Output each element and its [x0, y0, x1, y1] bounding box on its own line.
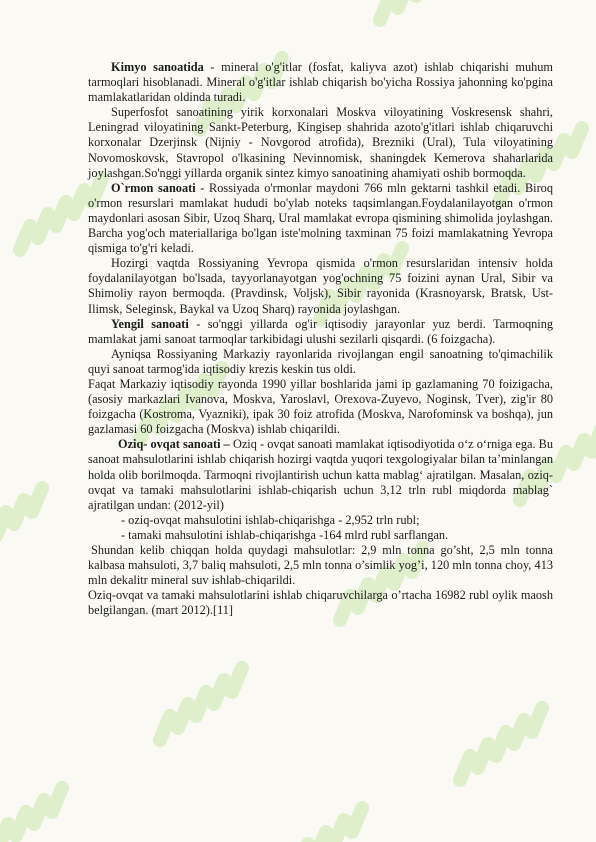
heading-forest: O`rmon sanoati [111, 180, 196, 195]
watermark-stroke [0, 824, 8, 842]
watermark-stroke [20, 226, 30, 250]
paragraph-text: - mineral o'g'itlar (fosfat, kaliyva azot) ishlab chiqarishi muhum tarmoqlari hisoblanadi. Mineral o'g'itlar ishlab chiqarish bo'yicha Rossiya jahonning ko'pgina mamlakatlaridan oldinda turadi. [88, 60, 553, 105]
paragraph-text: Oziq - ovqat sanoati mamlakat iqtisodiyotida o‘z o‘rniga ega. Bu sanoat mahsulotlarini ishlab chiqarish hozirgi vaqtda yuqori texgologiyalar bilan ta’minlangan holda olib borilmoqda. Tarmoqni rivojlantirish uchun katta mablag‘ ajratilgan. Masalan, oziq-ovqat va tamaki mahsulotlarini ishlab-chiqarish uchun 3,12 trln rubl miqdorda mablag` ajratilgan undan: (2012-yil) [88, 437, 553, 512]
paragraph-text: - oziq-ovqat mahsulotini ishlab-chiqarishga - 2,952 trln rubl; [121, 512, 420, 527]
document-page [88, 60, 553, 618]
paragraph-text: Ayniqsa Rossiyaning Markaziy rayonlarida rivojlangan engil sanoatning to'qimachilik quyi sanoat tarmog'ida iqtisodiy krezis keskin tus oldi. [88, 346, 553, 376]
list-item [88, 513, 553, 528]
paragraph-chemical-industry [88, 60, 553, 105]
watermark-stroke [316, 832, 326, 842]
watermark-stroke [554, 140, 564, 164]
watermark-stroke [32, 488, 42, 512]
paragraph-text: Shundan kelib chiqqan holda quydagi mahsulotlar: 2,9 mln tonna go’sht, 2,5 mln tonna kalbasa mahsuloti, 3,7 baliq mahsuloti, 2,5 mln tonna o’simlik yog’i, 120 mln tonna choy, 413 mln dekalitr mineral suv ishlab-chiqarildi. [88, 543, 553, 588]
paragraph-text: Oziq-ovqat va tamaki mahsulotlarini ishlab chiqaruvchilarga o’rtacha 16982 rubl oylik maosh belgilangan. (mart 2012).[11] [88, 588, 553, 618]
paragraph-light-industry [88, 317, 553, 347]
watermark-stroke [514, 720, 524, 744]
watermark-stroke [52, 788, 62, 812]
heading-food: Oziq- ovqat sanoati – [118, 437, 230, 452]
paragraph-central-region [88, 377, 553, 437]
watermark-stroke [56, 202, 66, 226]
watermark-stroke [352, 808, 362, 832]
watermark-stroke [532, 708, 542, 732]
watermark-stroke [38, 214, 48, 238]
paragraph-forest-resources [88, 256, 553, 316]
watermark-stroke [16, 812, 26, 836]
watermark-stroke [556, 452, 566, 476]
paragraph-text: Superfosfot sanoatining yirik korxonalari Moskva viloyatining Voskresensk shahri, Leningrad viloyatining Sankt-Peterburg, Kingisep shahrida azoto'g'itlari ishlab chiqaruvchi korxonalar Dzerjinsk (Nijniy - Novgorod atrofida), Brezniki (Ural), Tula viloyatining Novomoskovsk, Stavropol o'lkasining Nevinnomisk, shaningdek Kemerova shaharlarida joylashgan.So'nggi yillarda organik sintez kimyo sanoatining ahamiyati oshib bormoqda. [88, 105, 553, 180]
watermark-stroke [496, 732, 506, 756]
paragraph-text: - so'nggi yillarda og'ir iqtisodiy jarayonlar yuz berdi. Tarmoqning mamlakat jami sanoat tarmoqlar tarkibidagi ulushi sezilarli qisqardi. (6 foizgacha). [88, 316, 554, 346]
paragraph-textile-crisis [88, 347, 553, 377]
paragraph-text: Hozirgi vaqtda Rossiyaning Yevropa qismida o'rmon resurslaridan intensiv holda foydalanilayotgan bo'lsada, tayyorlanayotgan yog'ochning 75 foizini aynan Ural, Sibir va Shimoliy rayon bermoqda. (Pravdinsk, Voljsk), Sibir rayonida (Krasnoyarsk, Bratsk, Ust-Ilimsk, Seleginsk, Baykal va Uzoq Sharq) rayonida joylashgan. [88, 256, 553, 316]
watermark-stroke [232, 668, 242, 692]
watermark-stroke [478, 744, 488, 768]
paragraph-forest-industry [88, 181, 553, 256]
paragraph-text: Faqat Markaziy iqtisodiy rayonda 1990 yillar boshlarida jami ip gazlamaning 70 foizigacha, (asosiy markazlari Ivanova, Moskva, Yaroslavl, Orexova-Zuyevo, Noginsk, Tver), zig'ir 80 foizgacha (Kostroma, Vyazniki), ipak 30 foiz atrofida (Moskva, Narofominsk va boshqa), jun gazlamasi 60 foizgacha (Moskva) ishlab chiqarildi. [88, 376, 553, 437]
watermark-stroke [196, 692, 206, 716]
watermark-stroke [592, 428, 596, 452]
paragraph-food-industry [88, 437, 553, 512]
watermark-stroke [0, 512, 6, 536]
watermark-stroke [34, 800, 44, 824]
watermark-stroke [74, 190, 84, 214]
watermark-stroke [178, 704, 188, 728]
watermark-stroke [14, 500, 24, 524]
watermark-stroke [460, 756, 470, 780]
paragraph-text: - Rossiyada o'rmonlar maydoni 766 mln gektarni tashkil etadi. Biroq o'rmon resurslari mamlakat hududi bo'ylab noteks taqsimlangan.Foydalanilayotgan o'rmon maydonlari asosan Sibir, Uzoq Sharq, Ural mamlakat evropa qismining shimolida joylashgan. Barcha yog'och materiallariga bo'lgan iste'molning taxminan 75 foizi mamlakatning Yevropa qismiga to'g'ri keladi. [88, 180, 553, 256]
heading-chemical: Kimyo sanoatida [111, 60, 204, 74]
watermark-stroke [214, 680, 224, 704]
paragraph-salary [88, 588, 553, 618]
paragraph-superphosphate [88, 105, 553, 180]
watermark-stroke [160, 716, 170, 740]
heading-light: Yengil sanoati [111, 316, 189, 331]
watermark-stroke [380, 0, 390, 20]
watermark-stroke [398, 0, 408, 8]
list-item [88, 528, 553, 543]
watermark-stroke [572, 128, 582, 152]
watermark-stroke [334, 820, 344, 842]
paragraph-text: - tamaki mahsulotini ishlab-chiqarishga -164 mlrd rubl sarflangan. [121, 527, 449, 542]
watermark-stroke [574, 440, 584, 464]
paragraph-products [88, 543, 553, 588]
